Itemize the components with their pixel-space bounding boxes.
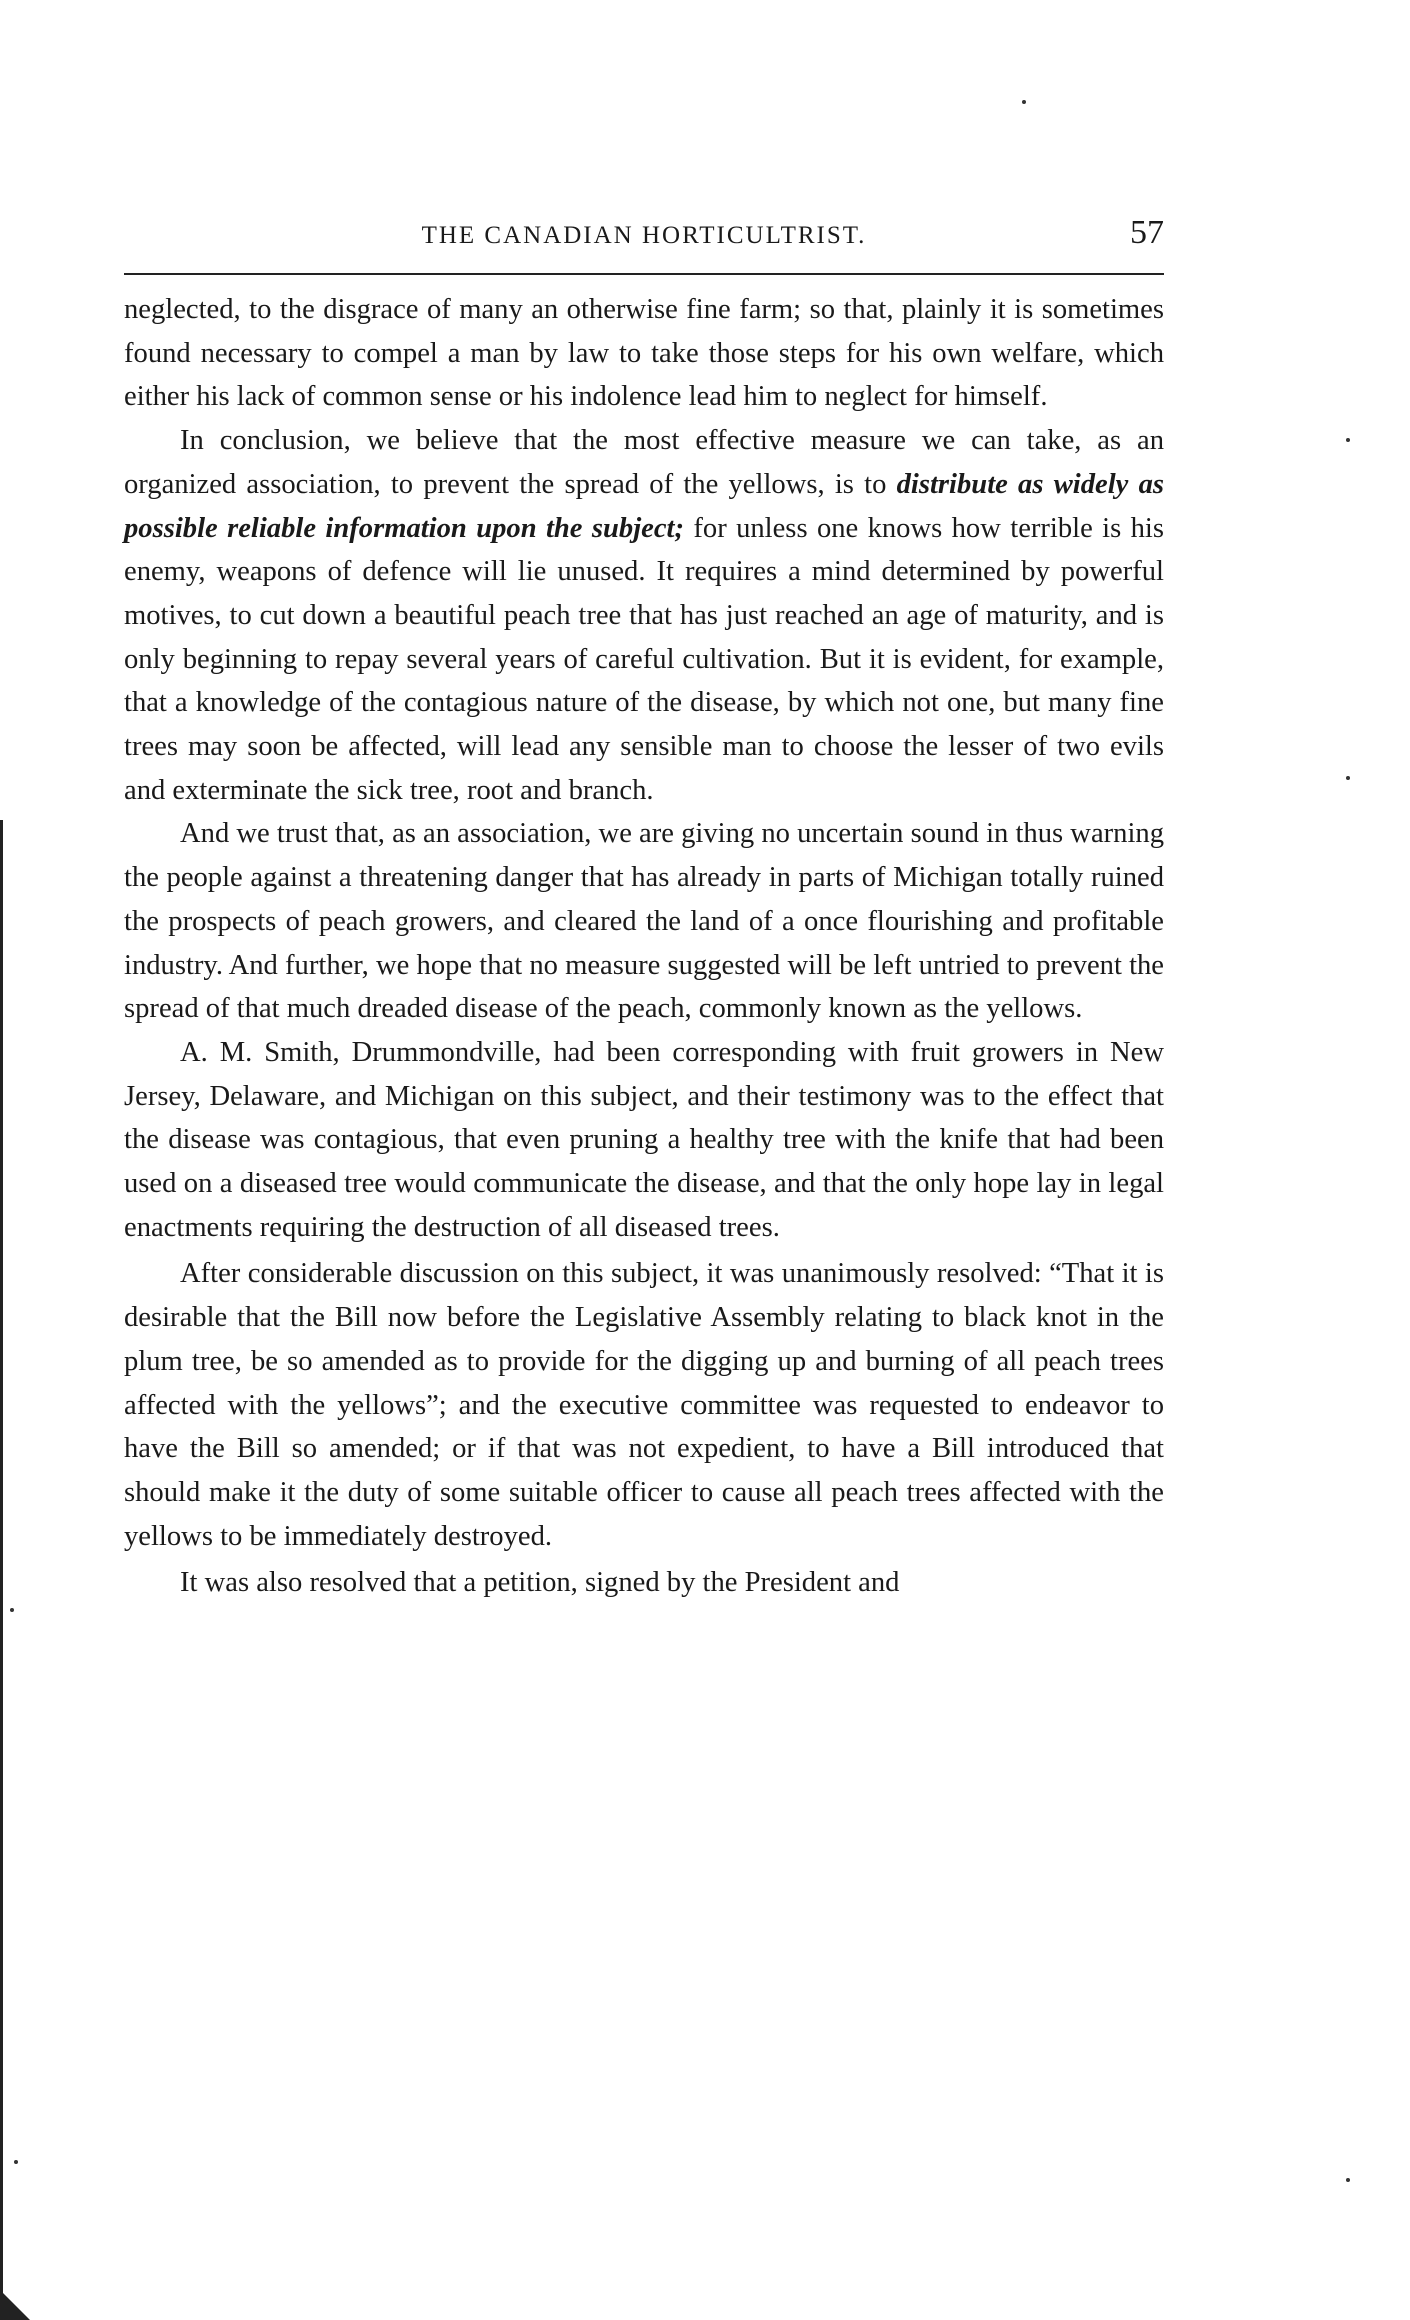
header-rule [124,273,1164,275]
paragraph-continuation: neglected, to the disgrace of many an otherwise fine farm; so that, plainly it is sometimes found necessary to compel a man by law to take those steps for his own welfare, which either his lack of common sense or his indolence lead him to neglect for himself. [124,294,1164,413]
scan-speck [1346,2178,1350,2182]
paragraph-conclusion-after: for unless one knows how terrible is his enemy, weapons of defence will lie unused. It requires a mind determined by powerful motives, to cut down a beautiful peach tree that has just reached an age of maturity, and is only beginning to repay several years of careful cultivation. But it is evident, for example, that a knowledge of the contagious nature of the disease, by which not one, but many fine trees may soon be affected, will lead any sensible man to choose the lesser of two evils and exterminate the sick tree, root and branch. [124,512,1164,806]
body-text [124,288,1164,1605]
running-title: THE CANADIAN HORTICULTRIST. [421,222,867,249]
scan-speck [10,1608,14,1612]
scan-margin-edge [0,820,3,2320]
scan-speck [1022,100,1026,104]
paragraph-conclusion-emphasis: distribute as widely as possible reliable information upon the subject; [124,468,1164,544]
running-head [124,212,1164,262]
paragraph-petition: It was also resolved that a petition, signed by the President and [180,1567,900,1599]
scan-speck [14,2160,18,2164]
paragraph-warning: And we trust that, as an association, we are giving no uncertain sound in thus warning the people against a threatening danger that has already in parts of Michigan totally ruined the prospects of peach growers, and cleared the land of a once flourishing and profitable industry. And further, we hope that no measure suggested will be left untried to prevent the spread of that much dreaded disease of the peach, commonly known as the yellows. [124,818,1164,1025]
scan-speck [1346,438,1350,442]
scan-margin-corner [0,2290,30,2320]
paragraph-resolution: After considerable discussion on this subject, it was unanimously resolved: “That it is desirable that the Bill now before the Legislative Assembly relating to black knot in the plum tree, be so amended as to provide for the digging up and burning of all peach trees affected with the yellows”; and the executive committee was requested to endeavor to have the Bill so amended; or if that was not expedient, to have a Bill introduced that should make it the duty of some suitable officer to cause all peach trees affected with the yellows to be immediately destroyed. [124,1258,1164,1552]
scan-speck [1346,776,1350,780]
paragraph-conclusion-before: In conclusion, we believe that the most effective measure we can take, as an organized association, to prevent the spread of the yellows, is to [124,425,1164,500]
paragraph-conclusion [124,419,1164,812]
paragraph-smith: A. M. Smith, Drummondville, had been corresponding with fruit growers in New Jersey, Delaware, and Michigan on this subject, and their testimony was to the effect that the disease was contagious, that even pruning a healthy tree with the knife that had been used on a diseased tree would communicate the disease, and that the only hope lay in legal enactments requiring the destruction of all diseased trees. [124,1036,1164,1243]
page-number: 57 [1130,214,1164,251]
